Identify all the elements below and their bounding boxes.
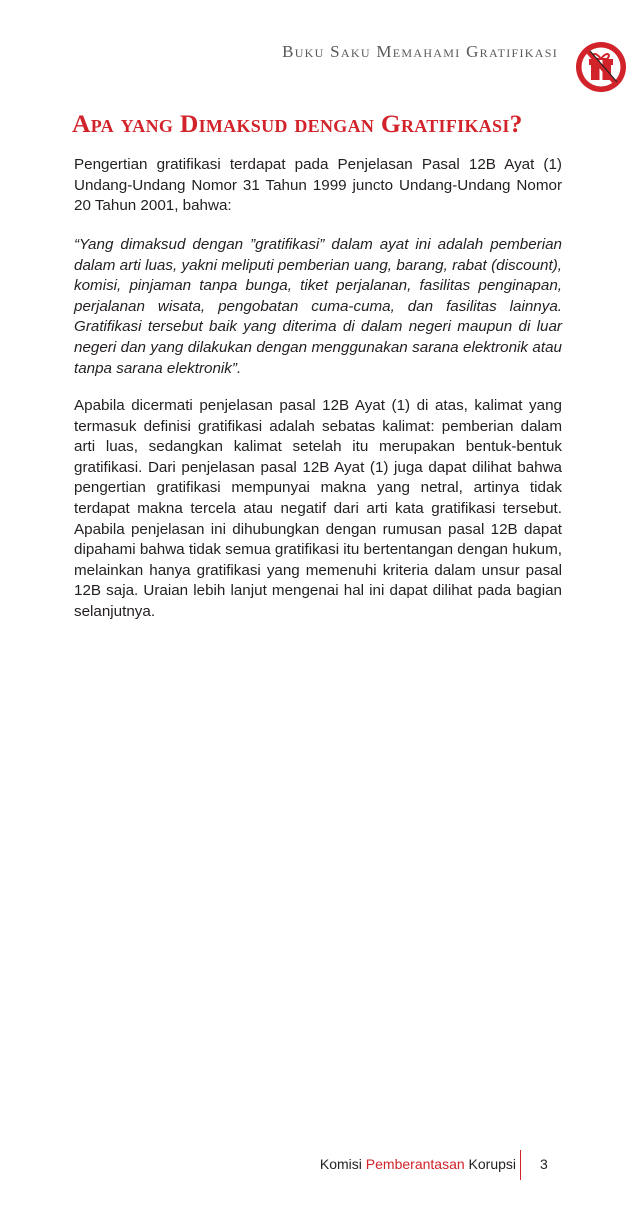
footer-org-part3: Korupsi (464, 1156, 516, 1172)
footer-divider (520, 1150, 521, 1180)
running-header-title: Buku Saku Memahami Gratifikasi (282, 42, 558, 61)
explanation-paragraph: Apabila dicermati penjelasan pasal 12B Ayat (1) di atas, kalimat yang termasuk definisi gratifikasi adalah sebatas kalimat: pemberian dalam arti luas, sedangkan kalimat setelah itu merupakan bentuk-bentuk gratifikasi. Dari penjelasan pasal 12B Ayat (1) juga dapat dilihat bahwa pengertian gratifikasi mempunyai makna yang netral, artinya tidak terdapat makna tercela atau negatif dari arti kata gratifikasi tersebut. Apabila penjelasan ini dihubungkan dengan rumusan pasal 12B dapat dipahami bahwa tidak semua gratifikasi itu bertentangan dengan hukum, melainkan hanya gratifikasi yang memenuhi kriteria dalam unsur pasal 12B saja. Uraian lebih lanjut mengenai hal ini dapat dilihat pada bagian selanjutnya. (74, 397, 562, 620)
footer-org-part1: Komisi (319, 1156, 366, 1172)
no-gift-icon (574, 40, 628, 94)
intro-paragraph: Pengertian gratifikasi terdapat pada Penjelasan Pasal 12B Ayat (1) Undang-Undang Nomor 31 Tahun 1999 juncto Undang-Undang Nomor 20 Tahun 2001, bahwa: (74, 156, 562, 215)
legal-quote-paragraph: “Yang dimaksud dengan ”gratifikasi” dalam ayat ini adalah pemberian dalam arti luas, yakni meliputi pemberian uang, barang, rabat (discount), komisi, pinjaman tanpa bunga, tiket perjalanan, fasilitas penginapan, perjalanan wisata, pengobatan cuma-cuma, dan fasilitas lainnya. Gratifikasi tersebut baik yang diterima di dalam negeri maupun di luar negeri dan yang dilakukan dengan menggunakan sarana elektronik atau tanpa sarana elektronik”. (74, 236, 562, 377)
page-title: Apa yang Dimaksud dengan Gratifikasi? (72, 109, 523, 138)
footer-organization (320, 1156, 516, 1172)
page-number: 3 (540, 1156, 548, 1172)
footer-org-accent: Pemberantasan (365, 1156, 465, 1172)
